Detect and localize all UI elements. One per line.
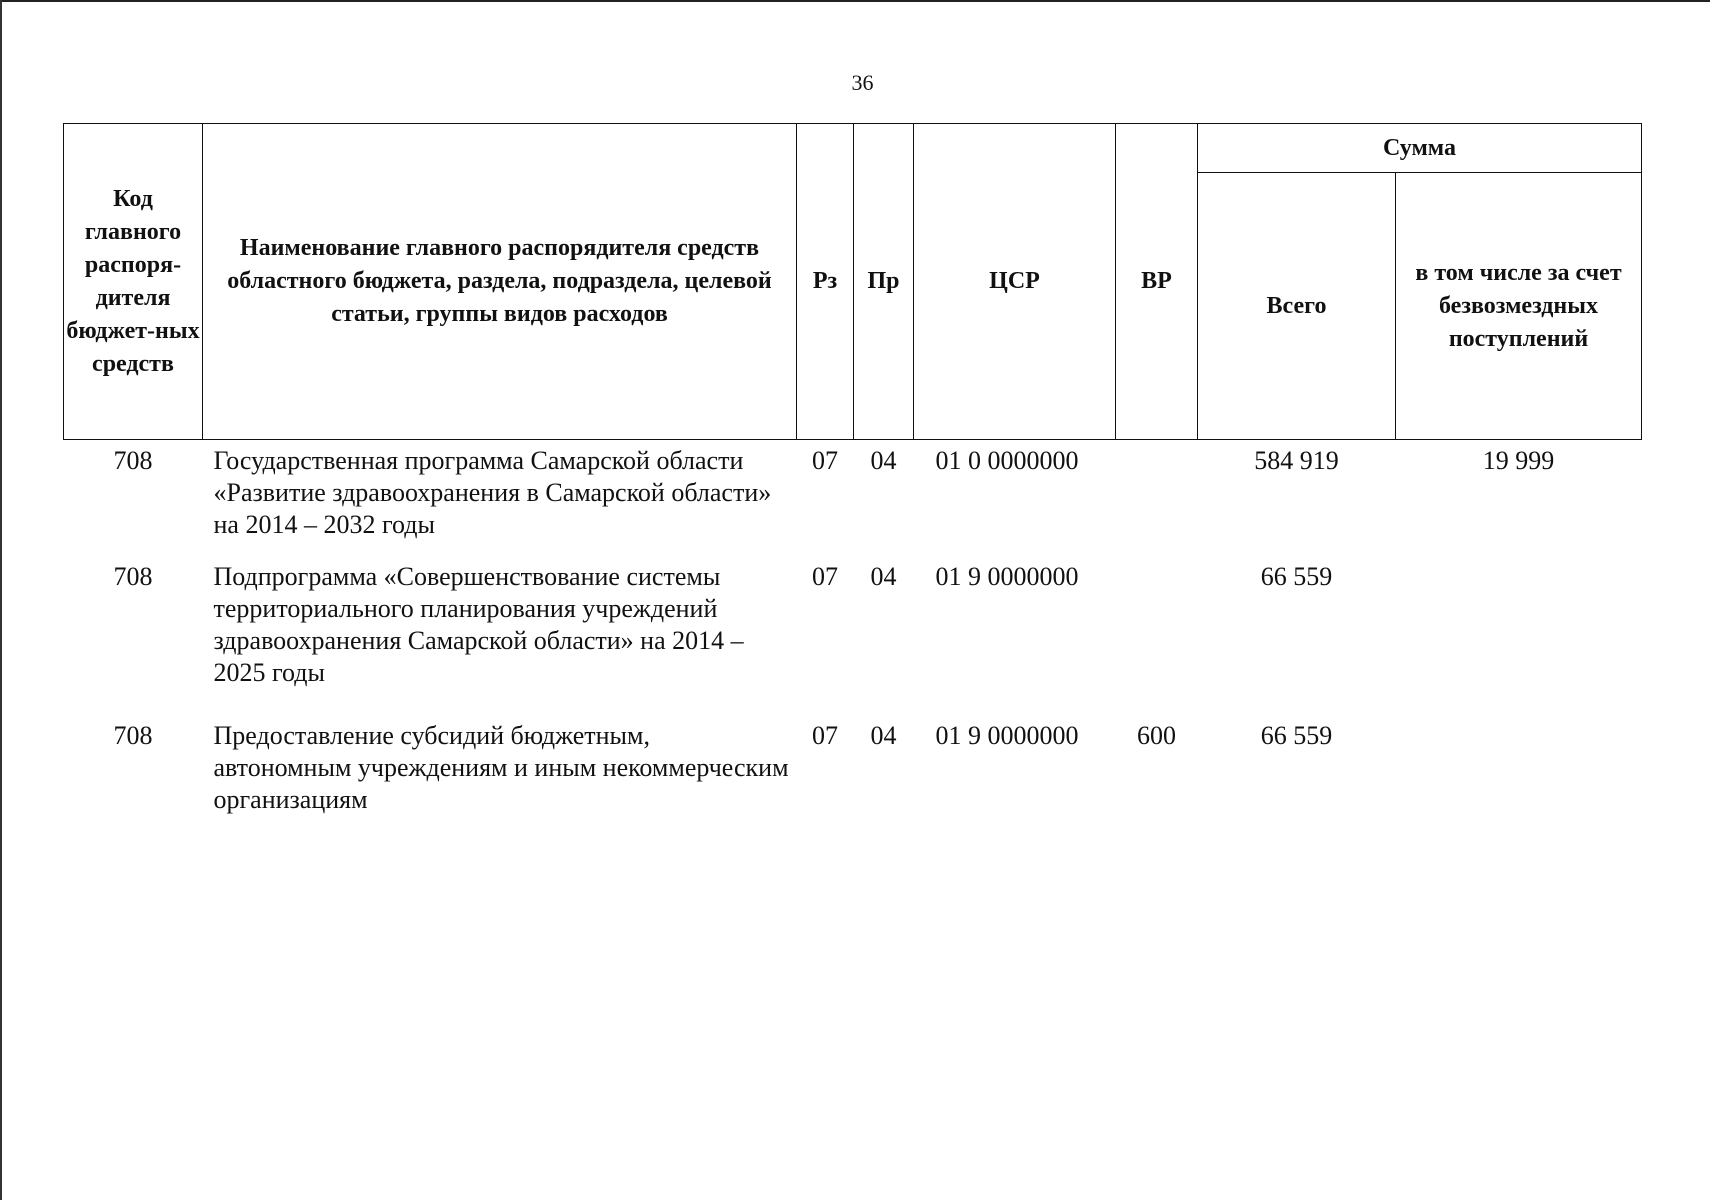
header-sum: Сумма — [1198, 124, 1642, 173]
cell-free — [1396, 551, 1642, 710]
cell-free: 19 999 — [1482, 446, 1555, 475]
cell-rz: 07 — [812, 446, 838, 475]
cell-pr: 04 — [870, 721, 897, 750]
header-pr: Пр — [854, 124, 914, 440]
cell-name: Подпрограмма «Совершенствование системы территориального планирования учреждений здравоохранения Самарской области» на 2014 – 2025 годы — [213, 562, 744, 687]
page-edge-top — [0, 0, 1710, 2]
cell-code: 708 — [113, 446, 153, 475]
header-name: Наименование главного распорядителя средств областного бюджета, раздела, подраздела, целевой статьи, группы видов расходов — [203, 124, 797, 440]
page-edge-left — [0, 0, 2, 1200]
cell-total: 584 919 — [1254, 446, 1339, 475]
table-row — [64, 551, 1642, 710]
cell-total: 66 559 — [1260, 721, 1333, 750]
cell-csr: 01 0 0000000 — [935, 446, 1079, 475]
cell-pr: 04 — [870, 446, 897, 475]
cell-code: 708 — [113, 562, 153, 591]
cell-vr: 600 — [1137, 721, 1176, 750]
cell-pr: 04 — [870, 562, 897, 591]
cell-rz: 07 — [812, 562, 838, 591]
cell-csr: 01 9 0000000 — [935, 562, 1079, 591]
header-rz: Рз — [797, 124, 854, 440]
cell-free — [1396, 710, 1642, 816]
table-body — [64, 440, 1642, 817]
cell-total: 66 559 — [1260, 562, 1333, 591]
cell-csr: 01 9 0000000 — [935, 721, 1079, 750]
cell-vr — [1116, 551, 1198, 710]
header-csr: ЦСР — [914, 124, 1116, 440]
table-row — [64, 710, 1642, 816]
table-row — [64, 440, 1642, 552]
cell-name: Предоставление субсидий бюджетным, автономным учреждениям и иным некоммерческим организациям — [213, 721, 789, 814]
cell-name: Государственная программа Самарской области «Развитие здравоохранения в Самарской области» на 2014 – 2032 годы — [213, 446, 772, 539]
header-code: Код главного распоря-дителя бюджет-ных средств — [64, 124, 203, 440]
header-total: Всего — [1198, 173, 1396, 440]
table-header — [64, 124, 1642, 440]
budget-table — [63, 123, 1642, 816]
cell-rz: 07 — [812, 721, 838, 750]
page-number: 36 — [851, 70, 874, 95]
cell-code: 708 — [113, 721, 153, 750]
cell-vr — [1116, 440, 1198, 552]
header-free: в том числе за счет безвозмездных поступлений — [1396, 173, 1642, 440]
header-vr: ВР — [1116, 124, 1198, 440]
